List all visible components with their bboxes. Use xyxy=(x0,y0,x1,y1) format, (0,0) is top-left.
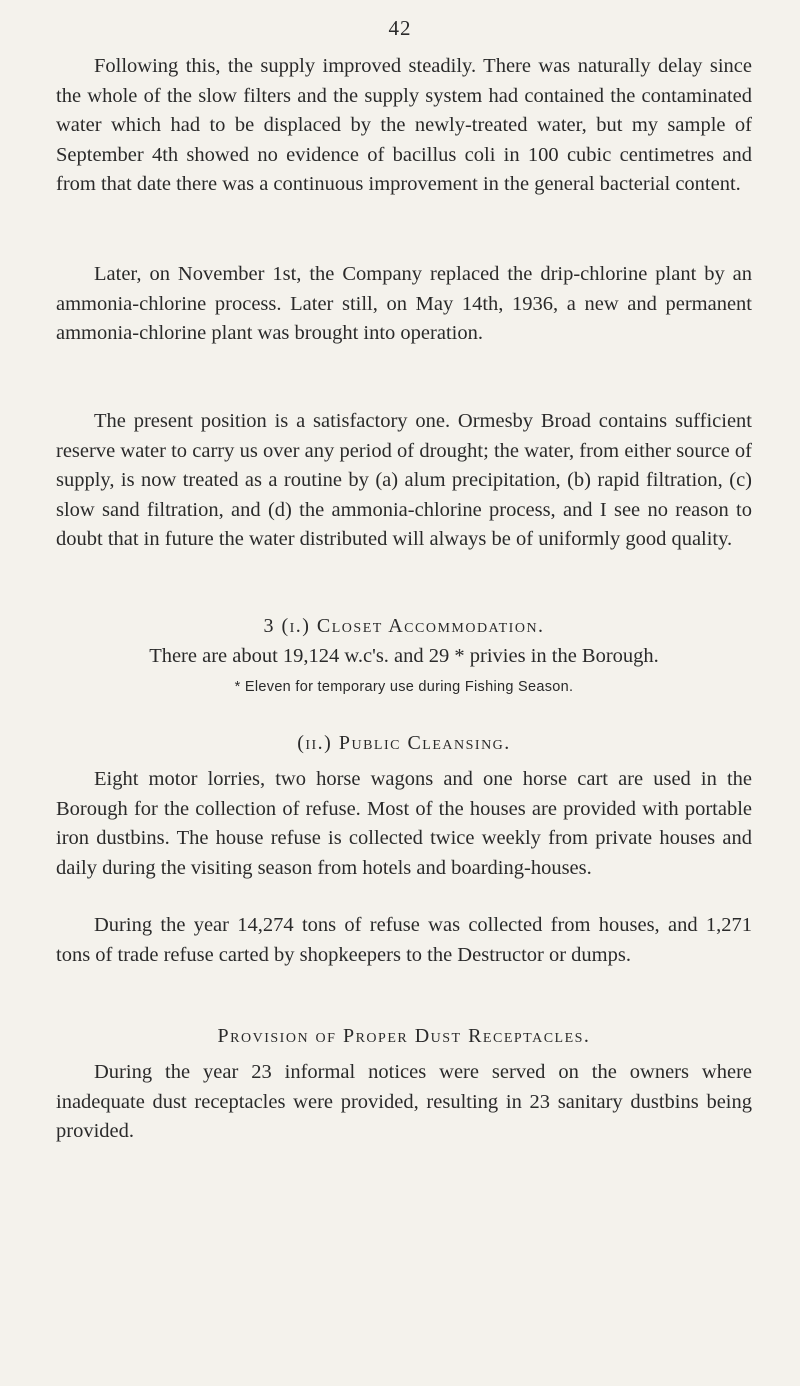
closet-summary: There are about 19,124 w.c's. and 29 * privies in the Borough. xyxy=(149,645,659,667)
paragraph-refuse-collection: Eight motor lorries, two horse wagons and one horse cart are used in the Borough for the collection of refuse. Most of the houses are provided with portable iron dustbins. The house refuse is collected twice weekly from private houses and daily during the visiting season from hotels and boarding-houses. xyxy=(56,768,752,879)
heading-dust-receptacles: Provision of Proper Dust Receptacles. xyxy=(217,1025,591,1047)
heading-closet-accommodation: 3 (i.) Closet Accommodation. xyxy=(263,615,545,637)
footnote: * Eleven for temporary use during Fishing Season. xyxy=(234,679,574,695)
paragraph-chlorine-plant: Later, on November 1st, the Company replaced the drip-chlorine plant by an ammonia-chlorine process. Later still, on May 14th, 1936, a new and permanent ammonia-chlorine plant was brought into operation. xyxy=(56,263,752,344)
page-number: 42 xyxy=(388,16,412,40)
heading-public-cleansing: (ii.) Public Cleansing. xyxy=(297,732,511,754)
paragraph-present-position: The present position is a satisfactory one. Ormesby Broad contains sufficient reserve water to carry us over any period of drought; the water, from either source of supply, is now treated as a routine by (a) alum precipitation, (b) rapid filtration, (c) slow sand filtration, and (d) the ammonia-chlorine process, and I see no reason to doubt that in future the water distributed will always be of uniformly good quality. xyxy=(56,410,752,550)
paragraph-refuse-tonnage: During the year 14,274 tons of refuse was collected from houses, and 1,271 tons of trade refuse carted by shopkeepers to the Destructor or dumps. xyxy=(56,914,752,966)
paragraph-informal-notices: During the year 23 informal notices were served on the owners where inadequate dust receptacles were provided, resulting in 23 sanitary dustbins being provided. xyxy=(56,1061,752,1142)
paragraph-supply-improvement: Following this, the supply improved steadily. There was naturally delay since the whole of the slow filters and the supply system had contained the contaminated water which had to be displaced by the newly-treated water, but my sample of September 4th showed no evidence of bacillus coli in 100 cubic centimetres and from that date there was a continuous improvement in the general bacterial content. xyxy=(56,55,752,195)
